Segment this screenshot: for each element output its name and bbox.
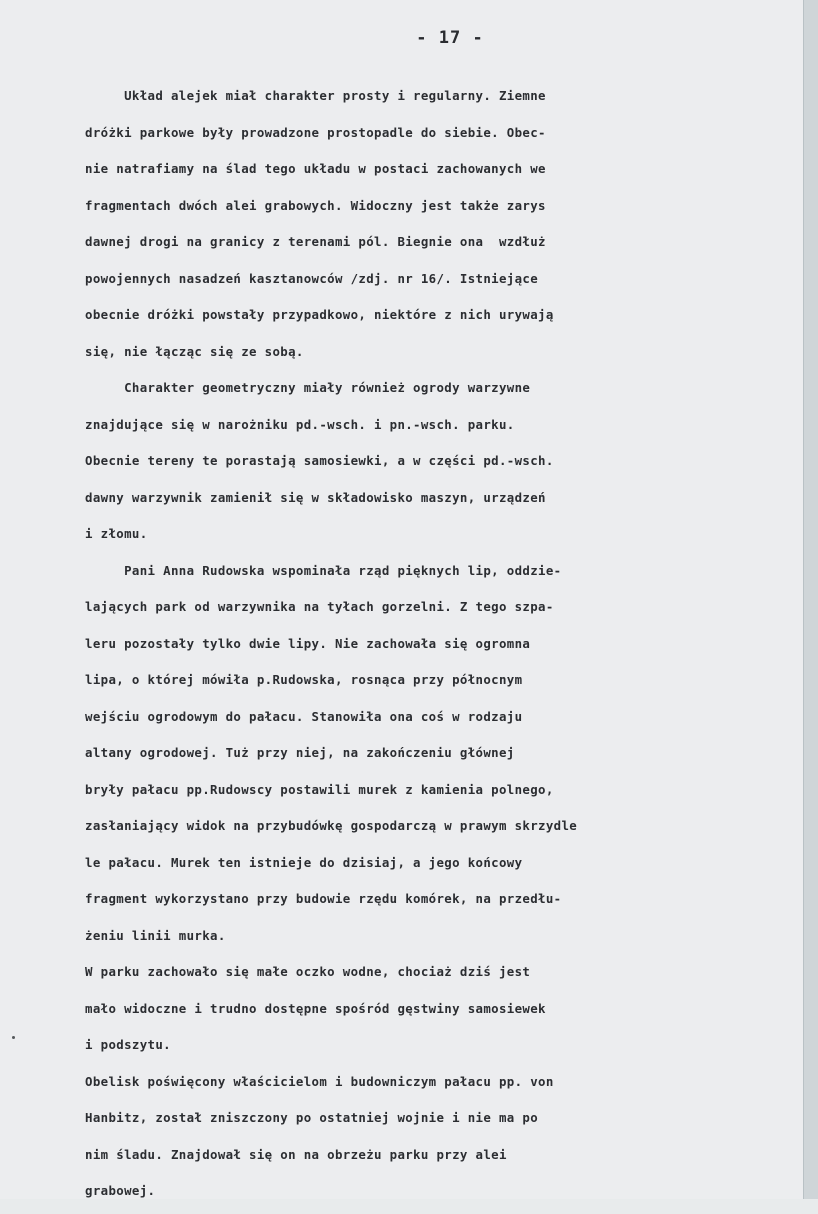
text-line: powojennych nasadzeń kasztanowców /zdj. nr 16/. Istniejące [46, 270, 539, 286]
margin-speck [12, 1036, 15, 1039]
text-line: wejściu ogrodowym do pałacu. Stanowiła ona coś w rodzaju [46, 708, 523, 724]
text-line: Pani Anna Rudowska wspominała rząd pięknych lip, oddzie- [46, 562, 562, 578]
text-line: zasłaniający widok na przybudówkę gospodarczą w prawym skrzydle [46, 818, 578, 833]
text-line: i złomu. [46, 526, 148, 541]
page-edge [803, 0, 818, 1199]
text-line: dróżki parkowe były prowadzone prostopadle do siebie. Obec- [46, 124, 546, 140]
text-line: fragmentach dwóch alei grabowych. Widoczny jest także zarys [46, 197, 546, 213]
text-line: Hanbitz, został zniszczony po ostatniej wojnie i nie ma po [46, 1110, 539, 1125]
page-number: - 17 - [416, 28, 484, 48]
text-line: leru pozostały tylko dwie lipy. Nie zachowała się ogromna [46, 635, 531, 651]
text-line: grabowej. [46, 1183, 156, 1198]
text-line: Układ alejek miał charakter prosty i regularny. Ziemne [46, 88, 546, 103]
text-line: lających park od warzywnika na tyłach gorzelni. Z tego szpa- [46, 599, 554, 614]
text-line: znajdujące się w narożniku pd.-wsch. i pn.-wsch. parku. [46, 416, 515, 432]
text-line: fragment wykorzystano przy budowie rzędu komórek, na przedłu- [46, 891, 562, 906]
text-line: nim śladu. Znajdował się on na obrzeżu parku przy alei [46, 1146, 507, 1162]
text-line: Charakter geometryczny miały również ogrody warzywne [46, 380, 531, 395]
text-line: dawny warzywnik zamienił się w składowisko maszyn, urządzeń [46, 489, 546, 505]
text-line: Obecnie tereny te porastają samosiewki, a w części pd.-wsch. [46, 453, 554, 468]
text-line: się, nie łącząc się ze sobą. [46, 343, 304, 359]
text-line: żeniu linii murka. [46, 927, 226, 943]
text-line: lipa, o której mówiła p.Rudowska, rosnąca przy północnym [46, 672, 523, 687]
text-line: W parku zachowało się małe oczko wodne, chociaż dziś jest [46, 964, 531, 979]
text-line: le pałacu. Murek ten istnieje do dzisiaj, a jego końcowy [46, 854, 523, 870]
text-line: mało widoczne i trudno dostępne spośród gęstwiny samosiewek [46, 1000, 546, 1016]
text-line: bryły pałacu pp.Rudowscy postawili murek z kamienia polnego, [46, 781, 554, 797]
text-line: altany ogrodowej. Tuż przy niej, na zakończeniu głównej [46, 745, 515, 760]
text-line: dawnej drogi na granicy z terenami pól. Biegnie ona wzdłuż [46, 234, 546, 249]
text-line: obecnie dróżki powstały przypadkowo, niektóre z nich urywają [46, 307, 554, 322]
text-line: Obelisk poświęcony właścicielom i budowniczym pałacu pp. von [46, 1073, 554, 1089]
body-text [46, 82, 818, 1214]
text-line: i podszytu. [46, 1037, 171, 1052]
text-line: nie natrafiamy na ślad tego układu w postaci zachowanych we [46, 161, 546, 176]
